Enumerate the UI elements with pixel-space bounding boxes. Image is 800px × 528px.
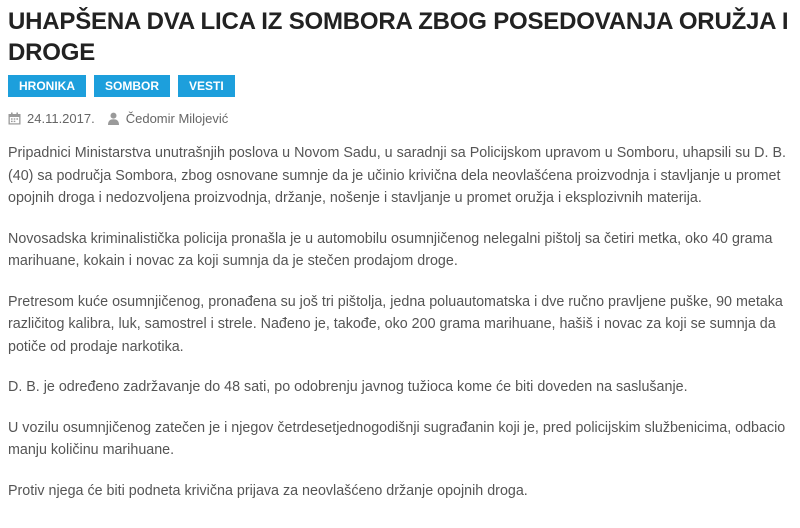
tag-list [8, 75, 792, 97]
calendar-icon [8, 112, 21, 125]
user-icon [107, 112, 120, 125]
article-title: UHAPŠENA DVA LICA IZ SOMBORA ZBOG POSEDOVANJA ORUŽJA I DROGE [8, 8, 789, 66]
article-paragraph: U vozilu osumnjičenog zatečen je i njegov četrdesetjednogodišnji sugrađanin koji je, pred policijskim službenicima, odbacio manju količinu marihuane. [8, 419, 786, 458]
article-body [8, 142, 792, 502]
date-meta [8, 111, 95, 126]
tag-sombor[interactable]: SOMBOR [94, 75, 170, 97]
article-paragraph: D. B. je određeno zadržavanje do 48 sati, po odobrenju javnog tužioca kome će biti doveden na saslušanje. [8, 379, 688, 395]
article-paragraph: Novosadska kriminalistička policija pronašla je u automobilu osumnjičenog nelegalni pištolj sa četiri metka, oko 40 grama marihuane, kokain i novac za koji sumnja da je stečen prodajom droge. [8, 230, 773, 269]
tag-vesti[interactable]: VESTI [178, 75, 235, 97]
article-date: 24.11.2017. [27, 110, 95, 126]
tag-hronika[interactable]: HRONIKA [8, 75, 86, 97]
article-paragraph: Pretresom kuće osumnjičenog, pronađena su još tri pištolja, jedna poluautomatska i dve ručno pravljene puške, 90 metaka različitog kalibra, luk, samostrel i strele. Nađeno je, takođe, oko 200 grama marihuane, hašiš i novac za koji se sumnja da potiče od prodaje narkotika. [8, 293, 783, 355]
article-meta [8, 110, 792, 126]
article-paragraph: Protiv njega će biti podneta krivična prijava za neovlašćeno držanje opojnih droga. [8, 482, 528, 499]
author-meta [107, 111, 229, 126]
article-paragraph: Pripadnici Ministarstva unutrašnjih poslova u Novom Sadu, u saradnji sa Policijskom upravom u Somboru, uhapsili su D. B. (40) sa područja Sombora, zbog osnovane sumnje da je učinio krivična dela neovlašćena proizvodnja i stavljanje u promet opojnih droga i nedozvoljena proizvodnja, držanje, nošenje i stavljanje u promet oružja i eksplozivnih materija. [8, 145, 786, 206]
article-author[interactable]: Čedomir Milojević [125, 110, 229, 126]
